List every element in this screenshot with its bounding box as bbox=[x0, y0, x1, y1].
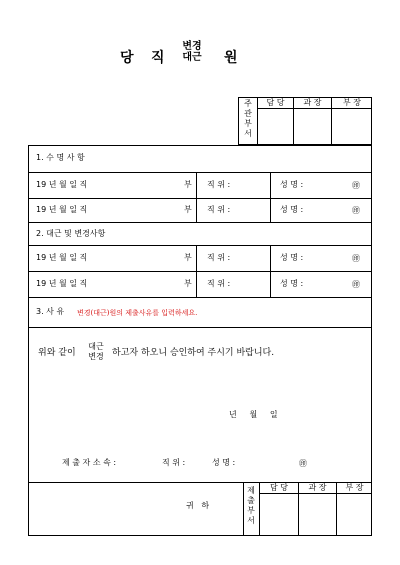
request-suffix: 하고자 하오니 승인하여 주시기 바랍니다. bbox=[112, 348, 275, 358]
seal-mark: ㊞ bbox=[352, 254, 360, 263]
submitter-label: 제 출 자 소 속 : bbox=[62, 458, 117, 467]
title-stack-top: 변경 bbox=[182, 41, 202, 52]
title-stack bbox=[178, 41, 206, 63]
submitter-name: 성 명 : bbox=[212, 458, 236, 467]
row-name: 성 명 : bbox=[280, 253, 304, 262]
request-stack bbox=[87, 342, 105, 362]
row-bu: 부 bbox=[184, 253, 192, 262]
row-name: 성 명 : bbox=[280, 180, 304, 189]
row-position: 직 위 : bbox=[207, 180, 231, 189]
seal-mark: ㊞ bbox=[352, 280, 360, 289]
date-line: 년 월 일 bbox=[229, 410, 278, 419]
seal-mark: ㊞ bbox=[352, 181, 360, 190]
row-name: 성 명 : bbox=[280, 279, 304, 288]
section2-header: 2. 대근 및 변경사항 bbox=[36, 229, 106, 238]
approval-top-col-3: 부 장 bbox=[343, 98, 361, 107]
row-position: 직 위 : bbox=[207, 205, 231, 214]
row-name: 성 명 : bbox=[280, 205, 304, 214]
approval-bottom-col-2: 과 장 bbox=[308, 483, 327, 492]
approval-bottom-side-label: 제출부서 bbox=[247, 486, 255, 525]
approval-top-col-1: 담 당 bbox=[266, 98, 285, 107]
reason-input[interactable]: 변경(대근)원의 제출사유를 입력하세요. bbox=[77, 309, 198, 317]
approval-bottom-col-1: 담 당 bbox=[270, 483, 288, 492]
seal-mark: ㊞ bbox=[352, 206, 360, 215]
title-char-2: 직 bbox=[151, 50, 165, 66]
approval-top-col-2: 과 장 bbox=[303, 98, 322, 107]
title-char-1: 당 bbox=[120, 50, 134, 66]
row-position: 직 위 : bbox=[207, 279, 231, 288]
request-stack-bottom: 변경 bbox=[88, 352, 104, 361]
submitter-seal: ㊞ bbox=[299, 459, 307, 468]
section1-header: 1. 수 명 사 항 bbox=[36, 153, 85, 162]
request-stack-top: 대근 bbox=[88, 342, 104, 351]
request-prefix: 위와 같이 bbox=[38, 348, 76, 358]
approval-top-side-label: 주관부서 bbox=[244, 99, 252, 138]
row-bu: 부 bbox=[184, 205, 192, 214]
approval-bottom-col-3: 부 장 bbox=[345, 483, 364, 492]
row-position: 직 위 : bbox=[207, 253, 231, 262]
submitter-position: 직 위 : bbox=[162, 458, 186, 467]
row-date: 19 년 월 일 직 bbox=[36, 279, 88, 288]
row-date: 19 년 월 일 직 bbox=[36, 180, 88, 189]
row-bu: 부 bbox=[184, 180, 192, 189]
section3-header: 3. 사 유 bbox=[36, 307, 65, 316]
title-stack-bottom: 대근 bbox=[182, 52, 202, 63]
row-date: 19 년 월 일 직 bbox=[36, 205, 88, 214]
title-char-3: 원 bbox=[224, 50, 238, 66]
row-bu: 부 bbox=[184, 279, 192, 288]
row-date: 19 년 월 일 직 bbox=[36, 253, 88, 262]
recipient-label: 귀 하 bbox=[186, 501, 210, 510]
